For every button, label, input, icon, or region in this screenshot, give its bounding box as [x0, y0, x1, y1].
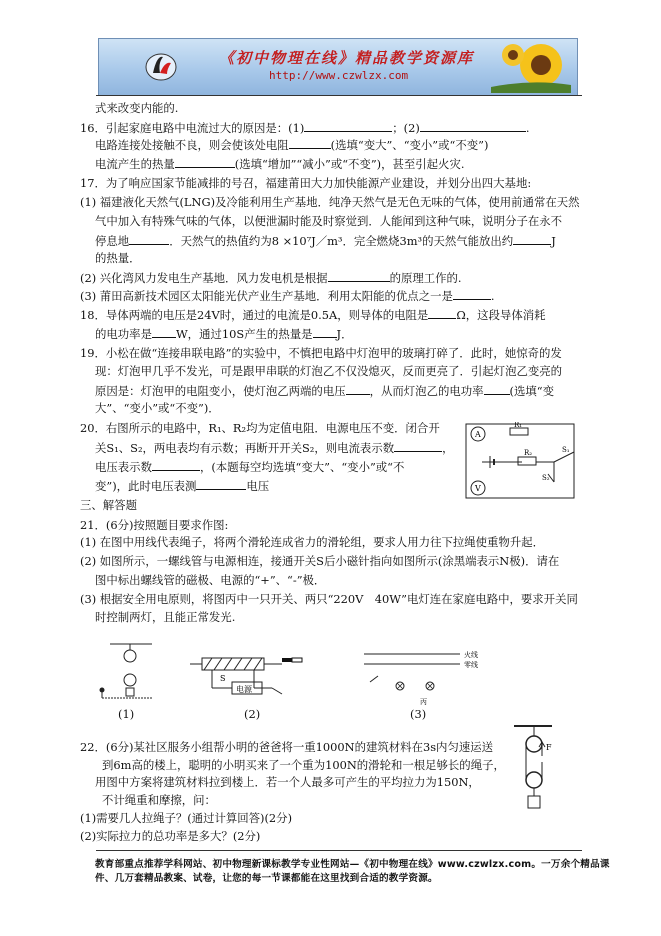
r1-label: R₁: [514, 422, 523, 429]
text-line: 电压表示数 ，(本题每空均选填“变大”、“变小”或“不: [95, 460, 405, 474]
text-line: 电路连接处接触不良，则会使该处电阻 (选填“变大”、“变小”或“不变”): [95, 138, 489, 152]
answer-blank[interactable]: [289, 137, 331, 149]
question-18: 18．导体两端的电压是24V时，通过的电流是0.5A，则导体的电阻是 Ω，这段导体消耗: [80, 308, 546, 322]
figure-caption: (3): [410, 707, 427, 721]
s2-label: S₂: [542, 474, 550, 482]
answer-blank[interactable]: [152, 326, 176, 338]
section-heading: 三、解答题: [80, 498, 137, 512]
answer-blank[interactable]: [129, 233, 169, 245]
text-line: 气中加入有特殊气味的气体，以便泄漏时能及时察觉到．人能闻到这种气味，说明分子在永不: [95, 214, 563, 228]
answer-blank[interactable]: [328, 270, 390, 282]
figure-caption: (2): [244, 707, 261, 721]
figure-caption: (1): [118, 707, 135, 721]
text-line: (2) 兴化湾风力发电生产基地．风力发电机是根据 的原理工作的.: [80, 271, 462, 285]
footer-line: 教育部重点推荐学科网站、初中物理新课标教学专业性网站—《初中物理在线》www.czwlzx.com。一万余个精品课: [95, 859, 610, 870]
text-line: 电流产生的热量 (选填“增加”“减小”或“不变”)，甚至引起火灾.: [95, 157, 465, 171]
text-line: (1) 在图中用线代表绳子，将两个滑轮连成省力的滑轮组，要求人用力往下拉绳使重物升起．: [80, 535, 544, 549]
sub-question: (2)实际拉力的总功率是多大？(2分): [80, 829, 261, 843]
question-17: 17．为了响应国家节能减排的号召，福建莆田大力加快能源产业建设，并划分出四大基地:: [80, 176, 532, 190]
answer-blank[interactable]: [428, 307, 456, 319]
answer-blank[interactable]: [313, 326, 337, 338]
footer-rule: [96, 850, 582, 851]
text-line: (3) 莆田高新技术园区太阳能光伏产业生产基地．利用太阳能的优点之一是 .: [80, 289, 495, 303]
question-16: 16．引起家庭电路中电流过大的原因是：(1) ；(2) .: [80, 121, 530, 135]
text-line: 变”)，此时电压表测 电压: [95, 479, 270, 493]
question-20: 20．右图所示的电路中，R₁、R₂均为定值电阻．电源电压不变．闭合开: [80, 421, 440, 435]
question-19: 19．小松在做“连接串联电路”的实验中，不慎把电路中灯泡甲的玻璃打碎了．此时，她惊奇的发: [80, 346, 562, 360]
s1-label: S₁: [562, 446, 570, 454]
question-22: 22．(6分)某社区服务小组帮小明的爸爸将一重1000N的建筑材料在3s内匀速运送: [80, 740, 494, 754]
answer-blank[interactable]: [152, 459, 200, 471]
answer-blank[interactable]: [420, 120, 526, 132]
answer-blank[interactable]: [394, 440, 442, 452]
text-line: 现：灯泡甲几乎不发光，可是跟甲串联的灯泡乙不仅没熄灭，反而更亮了．引起灯泡乙变亮的: [95, 364, 563, 378]
live-wire-label: 火线: [464, 651, 478, 659]
text-line: 关S₁、S₂，两电表均有示数；再断开开关S₂，则电流表示数 ，: [95, 441, 454, 455]
text-line: 到6m高的楼上，聪明的小明买来了一个重为100N的滑轮和一根足够长的绳子，: [102, 758, 505, 772]
sub-question: (1)需要几人拉绳子？(通过计算回答)(2分): [80, 811, 293, 825]
circuit-diagram-q20: [464, 422, 580, 502]
answer-blank[interactable]: [196, 478, 246, 490]
r2-label: R₂: [524, 449, 533, 457]
solenoid-figure-2: [182, 648, 312, 710]
wiring-figure-3: [360, 648, 500, 708]
switch-label: S: [220, 674, 226, 683]
answer-blank[interactable]: [304, 120, 392, 132]
ammeter-label: A: [475, 430, 481, 439]
text-line: 式来改变内能的.: [95, 101, 179, 115]
text-line: 不计绳重和摩擦，问：: [102, 793, 216, 807]
text-line: 时控制两灯，且能正常发光.: [95, 610, 236, 624]
answer-blank[interactable]: [346, 383, 370, 395]
text-line: 图中标出螺线管的磁极、电源的“+”、“-”极．: [95, 573, 326, 587]
voltmeter-label: V: [475, 484, 481, 493]
header-url[interactable]: http://www.czwlzx.com: [269, 69, 409, 82]
text-line: (1) 福建液化天然气(LNG)及冷能利用生产基地．纯净天然气是无色无味的气体，使用前通常在天然: [80, 195, 580, 209]
question-21: 21．(6分)按照题目要求作图:: [80, 518, 229, 532]
footer-line: 件、几万套精品教案、试卷，让您的每一节课都能在这里找到合适的教学资源。: [95, 873, 438, 884]
text-line: (2) 如图所示，一螺线管与电源相连，接通开关S后小磁针指向如图所示(涂黑端表示N极)．请在: [80, 554, 560, 568]
text-line: (3) 根据安全用电原则，将图丙中一只开关、两只“220V 40W”电灯连在家庭电路中，要求开关同: [80, 592, 578, 606]
header-rule: [96, 95, 582, 96]
pulley-figure-1: [92, 640, 172, 710]
answer-blank[interactable]: [484, 383, 510, 395]
neutral-wire-label: 零线: [464, 661, 478, 669]
answer-blank[interactable]: [513, 233, 551, 245]
text-line: 用图中方案将建筑材料拉到楼上．若一个人最多可产生的平均拉力为150N，: [95, 775, 480, 789]
answer-blank[interactable]: [453, 288, 491, 300]
figure-c-label: 丙: [420, 698, 427, 706]
force-label: F: [546, 743, 552, 752]
text-line: 的热量．: [95, 251, 141, 265]
text-line: 大”、“变小”或“不变”)．: [95, 401, 220, 415]
header-title: 《初中物理在线》精品教学资源库: [219, 49, 475, 67]
power-source-label: 电源: [236, 685, 252, 694]
answer-blank[interactable]: [175, 156, 235, 168]
header-banner: [98, 38, 578, 96]
sunflower-image: [491, 41, 571, 93]
text-line: 的电功率是 W，通过10S产生的热量是 J．: [95, 327, 353, 341]
text-line: 原因是：灯泡甲的电阻变小，使灯泡乙两端的电压 ，从而灯泡乙的电功率 (选填“变: [95, 384, 554, 398]
pulley-figure-q22: [512, 722, 562, 814]
text-line: 停息地 ．天然气的热值约为8 ×10⁷J／m³．完全燃烧3m³的天然气能放出约 J: [95, 234, 556, 248]
site-logo: [143, 47, 179, 83]
